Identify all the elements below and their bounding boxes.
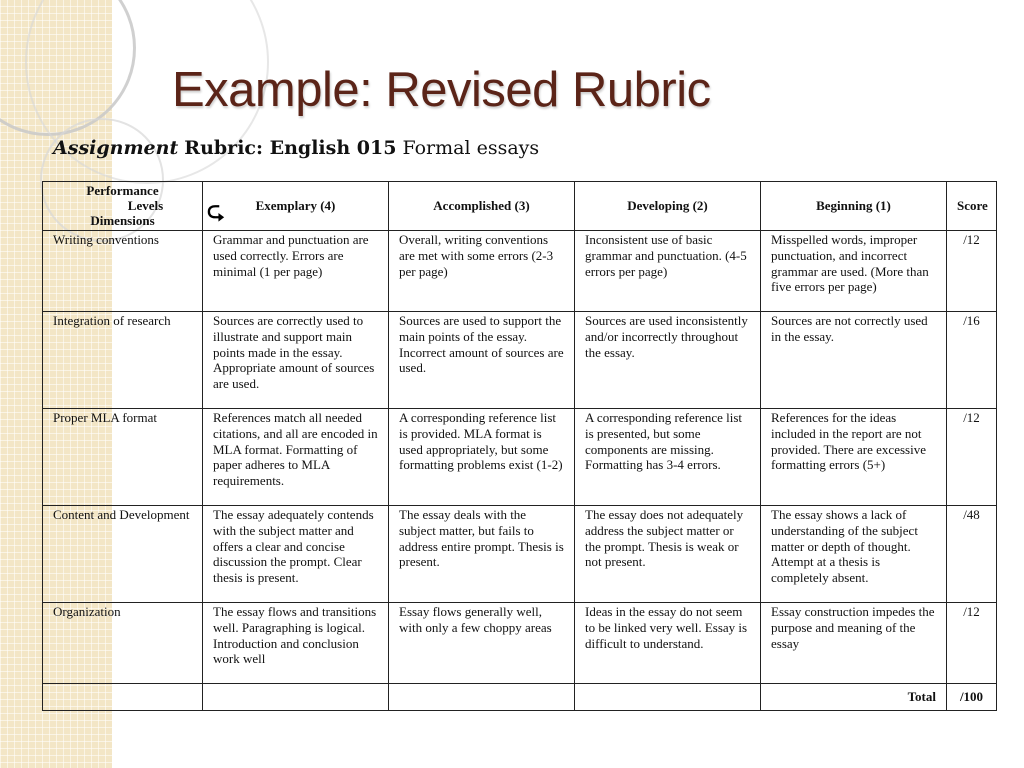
- dimension-cell: Organization: [43, 603, 203, 684]
- beginning-cell: Misspelled words, improper punctuation, and incorrect grammar are used. (More than five errors per page): [761, 231, 947, 312]
- header-beginning: Beginning (1): [761, 182, 947, 231]
- beginning-cell: Sources are not correctly used in the essay.: [761, 312, 947, 409]
- table-row: [43, 409, 997, 506]
- beginning-cell: Essay construction impedes the purpose and meaning of the essay: [761, 603, 947, 684]
- table-row: [43, 603, 997, 684]
- empty-cell: [203, 684, 389, 711]
- total-score: /100: [947, 684, 997, 711]
- beginning-cell: References for the ideas included in the report are not provided. There are excessive formatting errors (5+): [761, 409, 947, 506]
- rubric-subtitle: [53, 137, 539, 159]
- developing-cell: Ideas in the essay do not seem to be linked very well. Essay is difficult to understand.: [575, 603, 761, 684]
- developing-cell: Inconsistent use of basic grammar and punctuation. (4-5 errors per page): [575, 231, 761, 312]
- dimension-cell: Writing conventions: [43, 231, 203, 312]
- accomplished-cell: Essay flows generally well, with only a few choppy areas: [389, 603, 575, 684]
- subtitle-type: Formal essays: [402, 137, 540, 159]
- accomplished-cell: Overall, writing conventions are met with some errors (2-3 per page): [389, 231, 575, 312]
- rubric-table: [42, 181, 997, 711]
- score-cell: /12: [947, 409, 997, 506]
- exemplary-cell: The essay adequately contends with the subject matter and offers a clear and concise discussion the prompt. Clear thesis is present.: [203, 506, 389, 603]
- table-row: [43, 312, 997, 409]
- corner-dimensions: Dimensions: [90, 213, 155, 228]
- developing-cell: The essay does not adequately address the subject matter or the prompt. Thesis is weak or not present.: [575, 506, 761, 603]
- dimension-cell: Proper MLA format: [43, 409, 203, 506]
- subtitle-course: Rubric: English 015: [184, 137, 397, 159]
- dimension-cell: Integration of research: [43, 312, 203, 409]
- table-row: [43, 506, 997, 603]
- slide-title: Example: Revised Rubric: [172, 63, 711, 117]
- empty-cell: [575, 684, 761, 711]
- header-exemplary: Exemplary (4): [203, 182, 389, 231]
- beginning-cell: The essay shows a lack of understanding of the subject matter or depth of thought. Attempt at a thesis is completely absent.: [761, 506, 947, 603]
- accomplished-cell: A corresponding reference list is provided. MLA format is used appropriately, but some formatting problems exist (1-2): [389, 409, 575, 506]
- table-row: [43, 231, 997, 312]
- exemplary-cell: References match all needed citations, and all are encoded in MLA format. Formatting of paper adheres to MLA requirements.: [203, 409, 389, 506]
- corner-performance: Performance: [86, 183, 159, 198]
- total-row: [43, 684, 997, 711]
- score-cell: /12: [947, 603, 997, 684]
- empty-cell: [43, 684, 203, 711]
- corner-levels: Levels: [127, 198, 164, 213]
- corner-header: [43, 182, 225, 231]
- accomplished-cell: Sources are used to support the main points of the essay. Incorrect amount of sources are used.: [389, 312, 575, 409]
- dimension-cell: Content and Development: [43, 506, 203, 603]
- accomplished-cell: The essay deals with the subject matter, but fails to address entire prompt. Thesis is present.: [389, 506, 575, 603]
- exemplary-cell: The essay flows and transitions well. Paragraphing is logical. Introduction and conclusion work well: [203, 603, 389, 684]
- table-header-row: [43, 182, 997, 231]
- subtitle-assignment: Assignment: [53, 137, 179, 159]
- curved-arrow-icon: ⮎: [207, 199, 225, 224]
- score-cell: /16: [947, 312, 997, 409]
- empty-cell: [389, 684, 575, 711]
- developing-cell: Sources are used inconsistently and/or incorrectly throughout the essay.: [575, 312, 761, 409]
- developing-cell: A corresponding reference list is presented, but some components are missing. Formatting has 3-4 errors.: [575, 409, 761, 506]
- header-developing: Developing (2): [575, 182, 761, 231]
- score-cell: /12: [947, 231, 997, 312]
- total-label: Total: [761, 684, 947, 711]
- exemplary-cell: Sources are correctly used to illustrate and support main points made in the essay. Appropriate amount of sources are used.: [203, 312, 389, 409]
- header-score: Score: [947, 182, 997, 231]
- score-cell: /48: [947, 506, 997, 603]
- exemplary-cell: Grammar and punctuation are used correctly. Errors are minimal (1 per page): [203, 231, 389, 312]
- header-accomplished: Accomplished (3): [389, 182, 575, 231]
